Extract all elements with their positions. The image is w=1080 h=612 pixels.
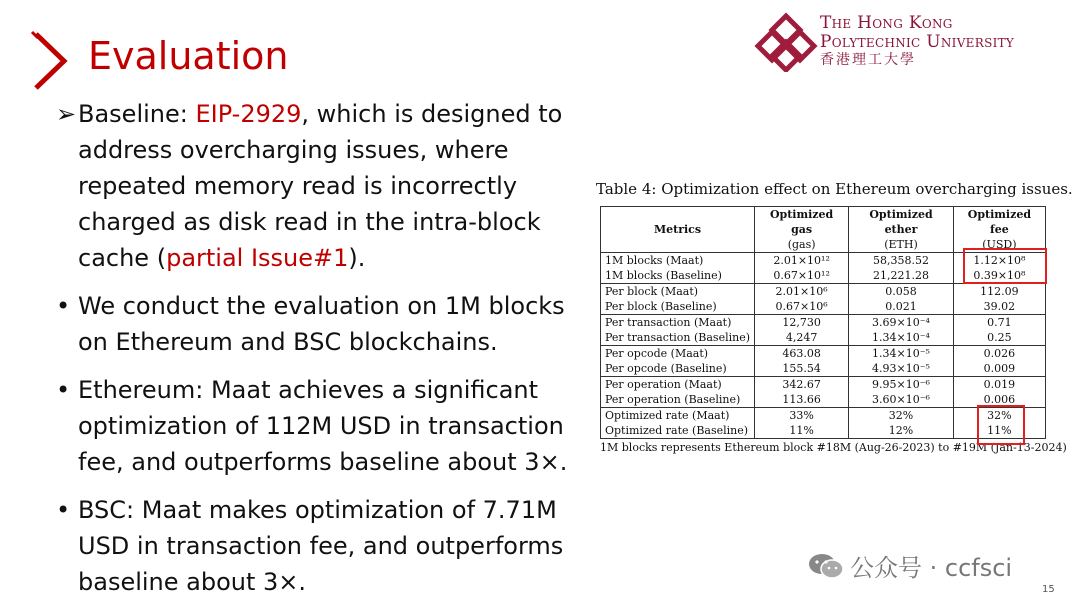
cell-value: 0.009 [983,362,1016,375]
table-row [601,346,1046,377]
bullet-item [56,96,586,276]
metric-label: Per operation (Baseline) [605,393,741,406]
metric-label: Per transaction (Baseline) [605,331,751,344]
metric-cell [601,408,755,439]
cell-value: 0.67×10¹² [773,269,830,282]
cell-value: 58,358.52 [873,254,929,267]
cell-value: 33% [789,409,814,422]
metric-cell [601,284,755,315]
cell-value: 9.95×10⁻⁶ [872,378,930,391]
cell-value: 1.34×10⁻⁵ [872,347,930,360]
cell-value: 0.71 [987,316,1012,329]
value-cell [953,315,1045,346]
metric-label: Optimized rate (Baseline) [605,424,749,437]
header-fee [953,207,1045,253]
metric-label: Per transaction (Maat) [605,316,732,329]
cell-value: 0.021 [885,300,917,313]
cell-value: 4,247 [785,331,818,344]
cell-value: 0.026 [983,347,1016,360]
header-fee-title: Optimized fee [967,208,1032,236]
table-caption: Table 4: Optimization effect on Ethereum overcharging issues. [596,180,1073,198]
dot-bullet-icon: • [56,496,71,524]
cell-value: 1.12×10⁸ [973,254,1026,267]
cell-value: 463.08 [782,347,821,360]
table-row [601,315,1046,346]
cell-value: 11% [987,424,1012,437]
header-ether-title: Optimized ether [869,208,933,236]
cell-value: 2.01×10¹² [773,254,830,267]
metric-cell [601,377,755,408]
bullet-text-prefix: Baseline: [78,100,196,128]
value-cell [849,377,954,408]
cell-value: 155.54 [782,362,821,375]
bullet-item [56,288,586,360]
metric-cell [601,253,755,284]
header-metrics: Metrics [601,207,755,253]
metric-label: Per block (Maat) [605,285,699,298]
table-note: 1M blocks represents Ethereum block #18M (Aug-26-2023) to #19M (Jan-13-2024) [600,441,1067,454]
slide-title: Evaluation [88,34,289,78]
cell-value: 0.39×10⁸ [973,269,1026,282]
university-name-en-1: The Hong Kong [820,13,953,33]
header-ether [849,207,954,253]
university-name [820,14,1014,68]
metric-cell [601,346,755,377]
cell-value: 3.69×10⁻⁴ [872,316,930,329]
cell-value: 11% [789,424,814,437]
cell-value: 32% [888,409,914,422]
value-cell [849,253,954,284]
value-cell [849,408,954,439]
cell-value: 0.019 [983,378,1016,391]
header-ether-unit: (ETH) [884,238,918,251]
metric-label: Per block (Baseline) [605,300,717,313]
bullet-text-suffix: ). [348,244,366,272]
university-name-zh: 香港理工大學 [820,52,916,68]
bullet-text: Ethereum: Maat achieves a significant optimization of 112M USD in transaction fee, and outperforms baseline about 3×. [78,376,568,476]
value-cell [755,284,849,315]
bullet-list [56,96,586,612]
cell-value: 39.02 [983,300,1016,313]
bullet-highlight: partial Issue#1 [166,244,349,272]
table-row [601,284,1046,315]
cell-value: 3.60×10⁻⁶ [872,393,930,406]
chevron-right-icon [30,30,76,92]
value-cell [953,377,1045,408]
university-name-en-2: Polytechnic University [820,32,1015,52]
metric-cell [601,315,755,346]
table-row [601,377,1046,408]
header-fee-unit: (USD) [982,238,1017,251]
header-gas-unit: (gas) [787,238,816,251]
metric-label: Per opcode (Baseline) [605,362,727,375]
cell-value: 4.93×10⁻⁵ [872,362,930,375]
value-cell [953,346,1045,377]
metric-label: 1M blocks (Maat) [605,254,704,267]
metric-label: Per operation (Maat) [605,378,722,391]
value-cell [849,315,954,346]
polyu-logo [754,12,818,72]
value-cell [755,315,849,346]
value-cell [755,253,849,284]
value-cell [849,284,954,315]
value-cell [849,346,954,377]
watermark-text: 公众号 · ccfsci [850,554,1013,582]
bullet-item [56,372,586,480]
cell-value: 12,730 [782,316,821,329]
cell-value: 12% [888,424,914,437]
cell-value: 113.66 [782,393,821,406]
arrow-bullet-icon: ➢ [56,100,77,128]
watermark [808,548,1012,583]
value-cell [755,408,849,439]
bullet-text: We conduct the evaluation on 1M blocks on Ethereum and BSC blockchains. [78,292,565,356]
value-cell [953,284,1045,315]
cell-value: 342.67 [782,378,821,391]
cell-value: 0.67×10⁶ [775,300,828,313]
cell-value: 21,221.28 [873,269,929,282]
cell-value: 1.34×10⁻⁴ [872,331,930,344]
cell-value: 0.058 [885,285,917,298]
metric-label: Optimized rate (Maat) [605,409,730,422]
dot-bullet-icon: • [56,292,71,320]
page-number: 15 [1042,584,1055,595]
table-header-row [601,207,1046,253]
dot-bullet-icon: • [56,376,71,404]
cell-value: 112.09 [980,285,1019,298]
cell-value: 0.006 [983,393,1016,406]
wechat-icon [808,552,844,580]
header-gas-title: Optimized gas [769,208,834,236]
metric-label: Per opcode (Maat) [605,347,709,360]
value-cell [755,346,849,377]
value-cell [755,377,849,408]
header-gas [755,207,849,253]
bullet-text: BSC: Maat makes optimization of 7.71M USD in transaction fee, and outperforms baseline about 3×. [78,496,564,596]
bullet-highlight: EIP-2929 [195,100,302,128]
cell-value: 32% [987,409,1012,422]
metric-label: 1M blocks (Baseline) [605,269,722,282]
bullet-item [56,492,586,600]
cell-value: 2.01×10⁶ [775,285,828,298]
highlight-box-fee-1m [963,248,1047,284]
highlight-box-rate-baseline [977,405,1025,445]
cell-value: 0.25 [987,331,1012,344]
bullet-text: , which is designed to address overcharging issues, where repeated memory read is incorrectly charged as disk read in the intra-block cache ( [78,100,563,272]
